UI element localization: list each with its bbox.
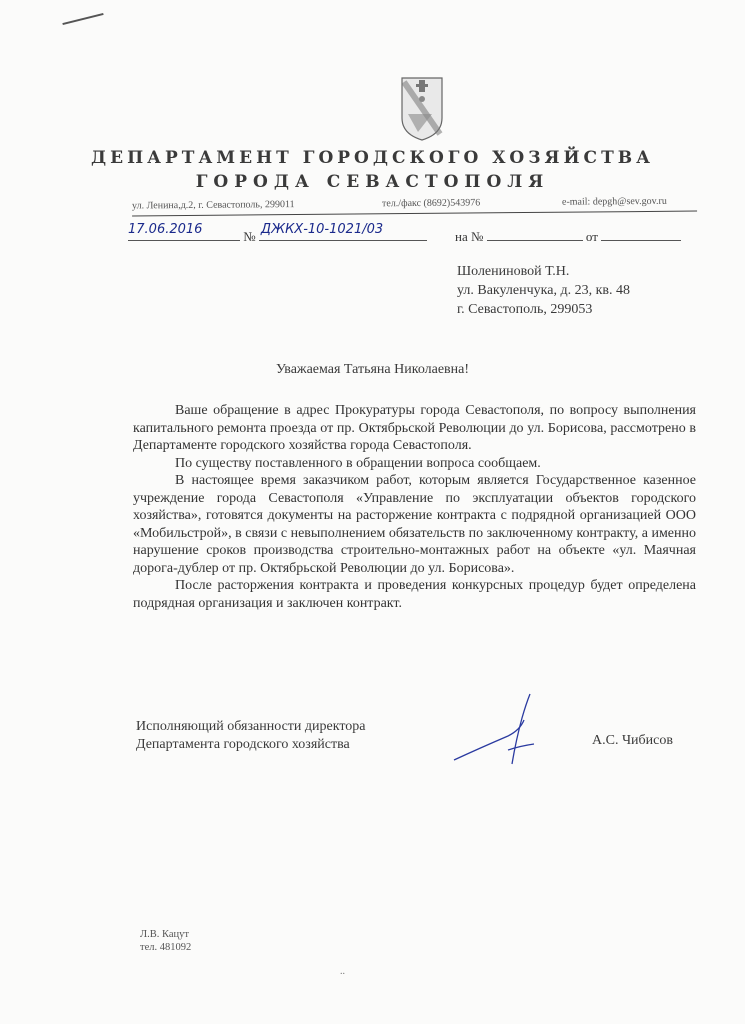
reference-date-label: от bbox=[585, 229, 598, 244]
addressee-street: ул. Вакуленчука, д. 23, кв. 48 bbox=[457, 283, 630, 298]
letterhead-contacts bbox=[132, 194, 697, 217]
registration-date-field bbox=[128, 222, 240, 241]
footer-mark: .. bbox=[340, 966, 345, 977]
body-paragraph-1: Ваше обращение в адрес Прокуратуры города Севастополя, по вопросу выполнения капитального ремонта проезда от пр. Октябрьской Революции до ул. Борисова, рассмотрено в Департаменте городского хозяйства города Севастополя. bbox=[133, 403, 696, 453]
executor-block bbox=[140, 928, 191, 954]
registration-date: 17.06.2016 bbox=[128, 222, 203, 237]
addressee-name: Шолениновой Т.Н. bbox=[457, 264, 570, 279]
registration-number-label: № bbox=[243, 229, 256, 244]
executor-name: Л.В. Кацут bbox=[140, 929, 189, 940]
addressee-block bbox=[457, 262, 630, 319]
signer-position-line-1: Исполняющий обязанности директора bbox=[136, 719, 366, 734]
registration-block bbox=[128, 222, 427, 245]
department-subtitle: ГОРОДА СЕВАСТОПОЛЯ bbox=[195, 172, 550, 192]
handwritten-signature bbox=[450, 690, 560, 770]
reference-number-field bbox=[487, 228, 583, 241]
body-paragraph-4: После расторжения контракта и проведения конкурсных процедур будет определена подрядная организация и заключен контракт. bbox=[133, 578, 696, 611]
body-paragraph-3: В настоящее время заказчиком работ, которым является Государственное казенное учреждение города Севастополя «Управление по эксплуатации объектов городского хозяйства», готовятся документы на расторжение контракта с подрядной организацией ООО «Мобильстрой», в связи с невыполнением обязательств по заключенному контракту, а именно нарушение сроков производства строительно-монтажных работ на объекте «ул. Маячная дорога-дублер от пр. Октябрьской Революции до ул. Борисова». bbox=[133, 473, 696, 576]
greeting: Уважаемая Татьяна Николаевна! bbox=[275, 362, 470, 377]
reference-number-label: на № bbox=[455, 229, 484, 244]
coat-of-arms-emblem bbox=[392, 74, 452, 142]
letterhead-email: e-mail: depgh@sev.gov.ru bbox=[561, 195, 667, 208]
signer-position-line-2: Департамента городского хозяйства bbox=[136, 737, 350, 752]
letterhead-phone: тел./факс (8692)543976 bbox=[381, 197, 481, 210]
letterhead-address: ул. Ленина,д.2, г. Севастополь, 299011 bbox=[131, 199, 295, 212]
reference-block bbox=[455, 228, 681, 245]
department-title: ДЕПАРТАМЕНТ ГОРОДСКОГО ХОЗЯЙСТВА bbox=[91, 148, 654, 168]
signer-name: А.С. Чибисов bbox=[592, 733, 673, 748]
registration-number-field bbox=[259, 222, 427, 241]
registration-number: ДЖКХ-10-1021/03 bbox=[260, 222, 384, 237]
executor-phone: тел. 481092 bbox=[140, 942, 192, 953]
letter-body bbox=[133, 402, 696, 612]
scan-mark bbox=[62, 13, 103, 25]
body-paragraph-2: По существу поставленного в обращении вопроса сообщаем. bbox=[175, 455, 541, 471]
reference-date-field bbox=[601, 228, 681, 241]
addressee-city: г. Севастополь, 299053 bbox=[457, 302, 593, 317]
signer-position bbox=[136, 718, 365, 754]
